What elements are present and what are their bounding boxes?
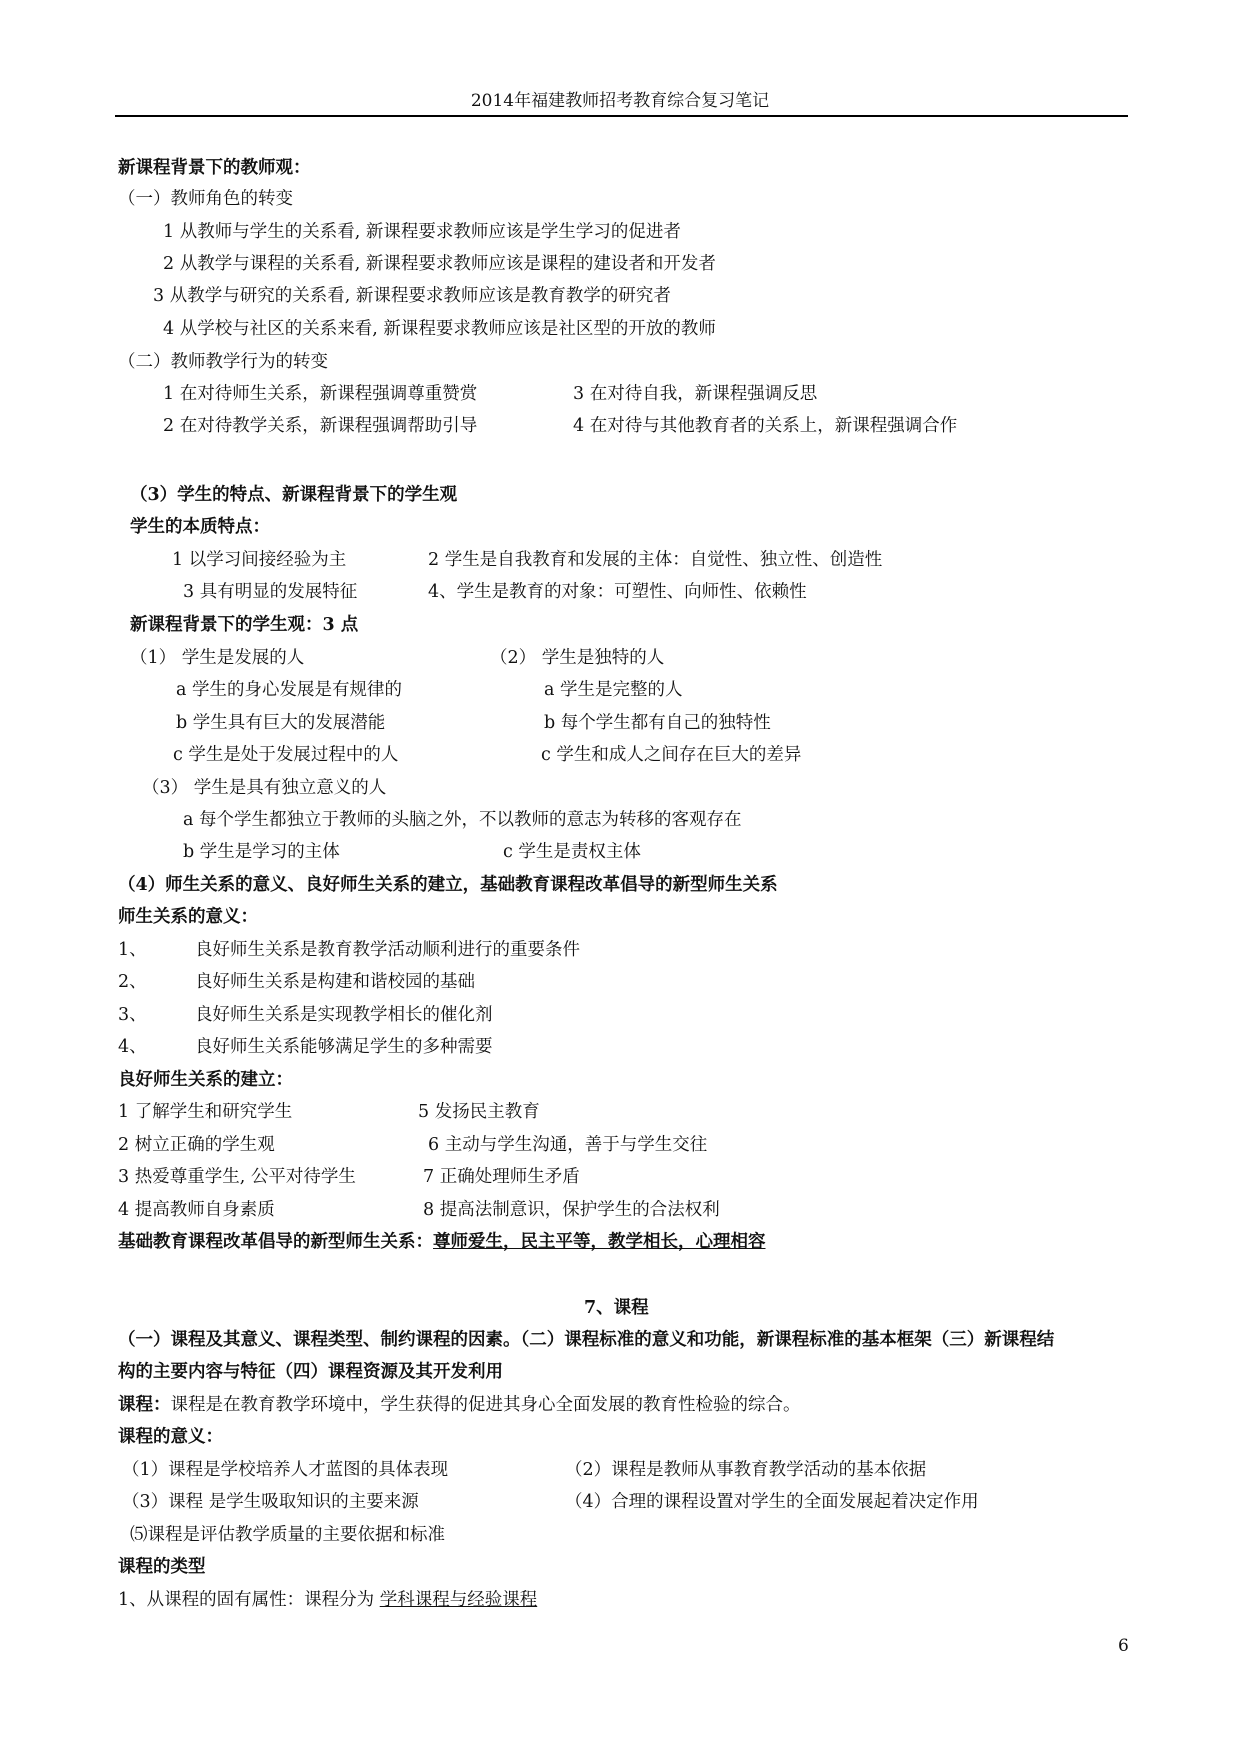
student-view-2: （2） 学生是独特的人 — [490, 648, 665, 668]
relation-build-item: 1 了解学生和研究学生 — [118, 1102, 293, 1122]
teacher-behavior-heading: （二）教师教学行为的转变 — [118, 352, 328, 372]
student-view-2-item: b 每个学生都有自己的独特性 — [544, 713, 771, 733]
relation-meaning-item: 良好师生关系是教育教学活动顺利进行的重要条件 — [195, 940, 580, 960]
student-essence-item: 4、学生是教育的对象：可塑性、向师性、依赖性 — [428, 582, 807, 602]
student-essence-item: 2 学生是自我教育和发展的主体：自觉性、独立性、创造性 — [428, 550, 883, 570]
teacher-role-item: 1 从教师与学生的关系看, 新课程要求教师应该是学生学习的促进者 — [163, 222, 681, 242]
student-views-title: 新课程背景下的学生观：3 点 — [130, 615, 359, 635]
page-header: 2014年福建教师招考教育综合复习笔记 — [470, 91, 770, 111]
teacher-behavior-item: 3 在对待自我，新课程强调反思 — [573, 384, 818, 404]
course-meaning-title: 课程的意义： — [118, 1427, 223, 1447]
relation-meaning-item: 良好师生关系是实现教学相长的催化剂 — [195, 1005, 493, 1025]
course-meaning-item: （2）课程是教师从事教育教学活动的基本依据 — [565, 1460, 927, 1480]
relation-build-item: 8 提高法制意识，保护学生的合法权利 — [423, 1200, 720, 1220]
student-view-1-item: b 学生具有巨大的发展潜能 — [176, 713, 386, 733]
relation-meaning-num: 3、 — [118, 1005, 147, 1025]
relation-meaning-num: 4、 — [118, 1037, 147, 1057]
teacher-role-heading: （一）教师角色的转变 — [118, 189, 293, 209]
student-essence-item: 3 具有明显的发展特征 — [183, 582, 358, 602]
relation-build-title: 良好师生关系的建立： — [118, 1070, 293, 1090]
relation-meaning-title: 师生关系的意义： — [118, 907, 258, 927]
course-meaning-item: （4）合理的课程设置对学生的全面发展起着决定作用 — [565, 1492, 979, 1512]
student-essence-title: 学生的本质特点： — [130, 517, 270, 537]
student-view-3-item: c 学生是责权主体 — [503, 842, 641, 862]
student-view-1: （1） 学生是发展的人 — [130, 648, 305, 668]
relation-build-item: 7 正确处理师生矛盾 — [423, 1167, 580, 1187]
teacher-role-item: 3 从教学与研究的关系看, 新课程要求教师应该是教育教学的研究者 — [153, 286, 671, 306]
course-intro-line: 构的主要内容与特征（四）课程资源及其开发利用 — [118, 1362, 503, 1382]
relation-build-item: 5 发扬民主教育 — [418, 1102, 540, 1122]
page-number: 6 — [1118, 1636, 1129, 1656]
relation-build-item: 3 热爱尊重学生, 公平对待学生 — [118, 1167, 356, 1187]
relation-meaning-num: 1、 — [118, 940, 147, 960]
course-definition — [118, 1395, 801, 1416]
course-types-title: 课程的类型 — [118, 1557, 206, 1577]
relation-meaning-item: 良好师生关系能够满足学生的多种需要 — [195, 1037, 493, 1057]
relation-build-item: 2 树立正确的学生观 — [118, 1135, 275, 1155]
course-section-title: 7、课程 — [584, 1298, 649, 1318]
teacher-role-item: 4 从学校与社区的关系来看, 新课程要求教师应该是社区型的开放的教师 — [163, 319, 716, 339]
teacher-behavior-item: 2 在对待教学关系，新课程强调帮助引导 — [163, 416, 478, 436]
course-def-label: 课程： — [118, 1395, 171, 1415]
teacher-view-title: 新课程背景下的教师观： — [118, 158, 311, 178]
student-view-title: （3）学生的特点、新课程背景下的学生观 — [130, 485, 458, 505]
relation-meaning-item: 良好师生关系是构建和谐校园的基础 — [195, 972, 475, 992]
course-intro-line: （一）课程及其意义、课程类型、制约课程的因素。（二）课程标准的意义和功能，新课程标准的基本框架（三）新课程结 — [118, 1330, 1055, 1350]
relation-new-value: 尊师爱生，民主平等，教学相长，心理相容 — [433, 1232, 766, 1252]
course-types-line — [118, 1590, 537, 1611]
relation-build-item: 6 主动与学生沟通，善于与学生交往 — [428, 1135, 708, 1155]
course-meaning-item: （1）课程是学校培养人才蓝图的具体表现 — [122, 1460, 449, 1480]
course-types-value: 学科课程与经验课程 — [379, 1590, 538, 1610]
student-essence-item: 1 以学习间接经验为主 — [172, 550, 347, 570]
course-types-prefix: 1、从课程的固有属性：课程分为 — [118, 1590, 380, 1610]
student-view-2-item: a 学生是完整的人 — [544, 680, 683, 700]
course-meaning-item: ⑸课程是评估教学质量的主要依据和标准 — [130, 1525, 445, 1545]
relation-build-item: 4 提高教师自身素质 — [118, 1200, 275, 1220]
teacher-behavior-item: 1 在对待师生关系，新课程强调尊重赞赏 — [163, 384, 478, 404]
student-view-3-item: b 学生是学习的主体 — [183, 842, 340, 862]
relation-meaning-num: 2、 — [118, 972, 147, 992]
header-rule — [115, 115, 1128, 117]
course-meaning-item: （3）课程 是学生吸取知识的主要来源 — [122, 1492, 419, 1512]
student-view-1-item: c 学生是处于发展过程中的人 — [173, 745, 399, 765]
relation-new-label: 基础教育课程改革倡导的新型师生关系： — [118, 1232, 433, 1252]
relation-new-type — [118, 1232, 766, 1253]
student-view-3: （3） 学生是具有独立意义的人 — [142, 778, 387, 798]
student-view-2-item: c 学生和成人之间存在巨大的差异 — [541, 745, 802, 765]
student-view-3-item: a 每个学生都独立于教师的头脑之外，不以教师的意志为转移的客观存在 — [183, 810, 742, 830]
student-view-1-item: a 学生的身心发展是有规律的 — [176, 680, 402, 700]
course-def-text: 课程是在教育教学环境中，学生获得的促进其身心全面发展的教育性检验的综合。 — [170, 1395, 801, 1415]
teacher-role-item: 2 从教学与课程的关系看, 新课程要求教师应该是课程的建设者和开发者 — [163, 254, 716, 274]
relation-title: （4）师生关系的意义、良好师生关系的建立，基础教育课程改革倡导的新型师生关系 — [118, 875, 778, 895]
teacher-behavior-item: 4 在对待与其他教育者的关系上，新课程强调合作 — [573, 416, 958, 436]
